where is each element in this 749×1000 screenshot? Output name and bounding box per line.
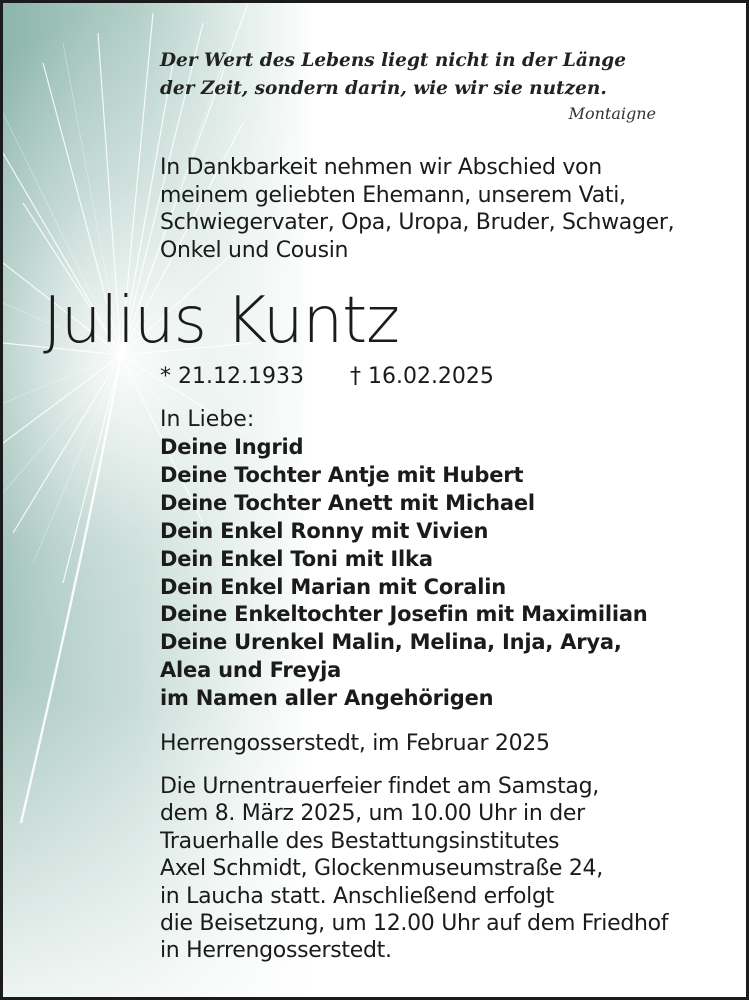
deceased-name: Julius Kuntz [43,284,399,358]
ceremony-line: Axel Schmidt, Glockenmuseumstraße 24, [160,856,603,882]
mourners-label: In Liebe: [160,407,255,432]
epigraph-quote [160,47,720,103]
mourner-line: Deine Urenkel Malin, Melina, Inja, Arya, [160,630,622,655]
mourner-line: Alea und Freyja [160,658,342,683]
mourner-line: Deine Tochter Antje mit Hubert [160,462,524,487]
intro-line: meinem geliebten Ehemann, unserem Vati, [160,182,626,208]
mourner-line: Deine Enkeltochter Josefin mit Maximilian [160,602,648,627]
ceremony-line: Trauerhalle des Bestattungsinstitutes [160,828,560,854]
mourner-line: Dein Enkel Toni mit Ilka [160,546,433,571]
intro-line: In Dankbarkeit nehmen wir Abschied von [160,155,602,180]
death-date: † 16.02.2025 [349,364,494,389]
mourner-line: Dein Enkel Ronny mit Vivien [160,518,489,543]
quote-line: Der Wert des Lebens liegt nicht in der Länge [160,50,627,71]
mourner-line: im Namen aller Angehörigen [160,686,494,711]
mourner-line: Deine Tochter Anett mit Michael [160,490,535,515]
intro-text [160,154,740,264]
quote-line: der Zeit, sondern darin, wie wir sie nutzen. [160,78,607,99]
ceremony-line: in Laucha statt. Anschließend erfolgt [160,883,554,909]
ceremony-line: in Herrengosserstedt. [160,938,392,964]
place-and-date: Herrengosserstedt, im Februar 2025 [160,731,550,756]
intro-line: Onkel und Cousin [160,237,349,263]
birth-date: * 21.12.1933 [160,364,304,389]
mourners-list [160,434,740,713]
ceremony-line: Die Urnentrauerfeier findet am Samstag, [160,774,599,799]
ceremony-line: die Beisetzung, um 12.00 Uhr auf dem Friedhof [160,911,669,937]
life-dates [160,363,494,391]
mourner-line: Deine Ingrid [160,435,304,459]
mourner-line: Dein Enkel Marian mit Coralin [160,574,506,599]
ceremony-details [160,773,740,965]
obituary-content [3,3,746,997]
ceremony-line: dem 8. März 2025, um 10.00 Uhr in der [160,801,585,827]
quote-author: Montaigne [568,104,656,123]
intro-line: Schwiegervater, Opa, Uropa, Bruder, Schwager, [160,210,675,235]
